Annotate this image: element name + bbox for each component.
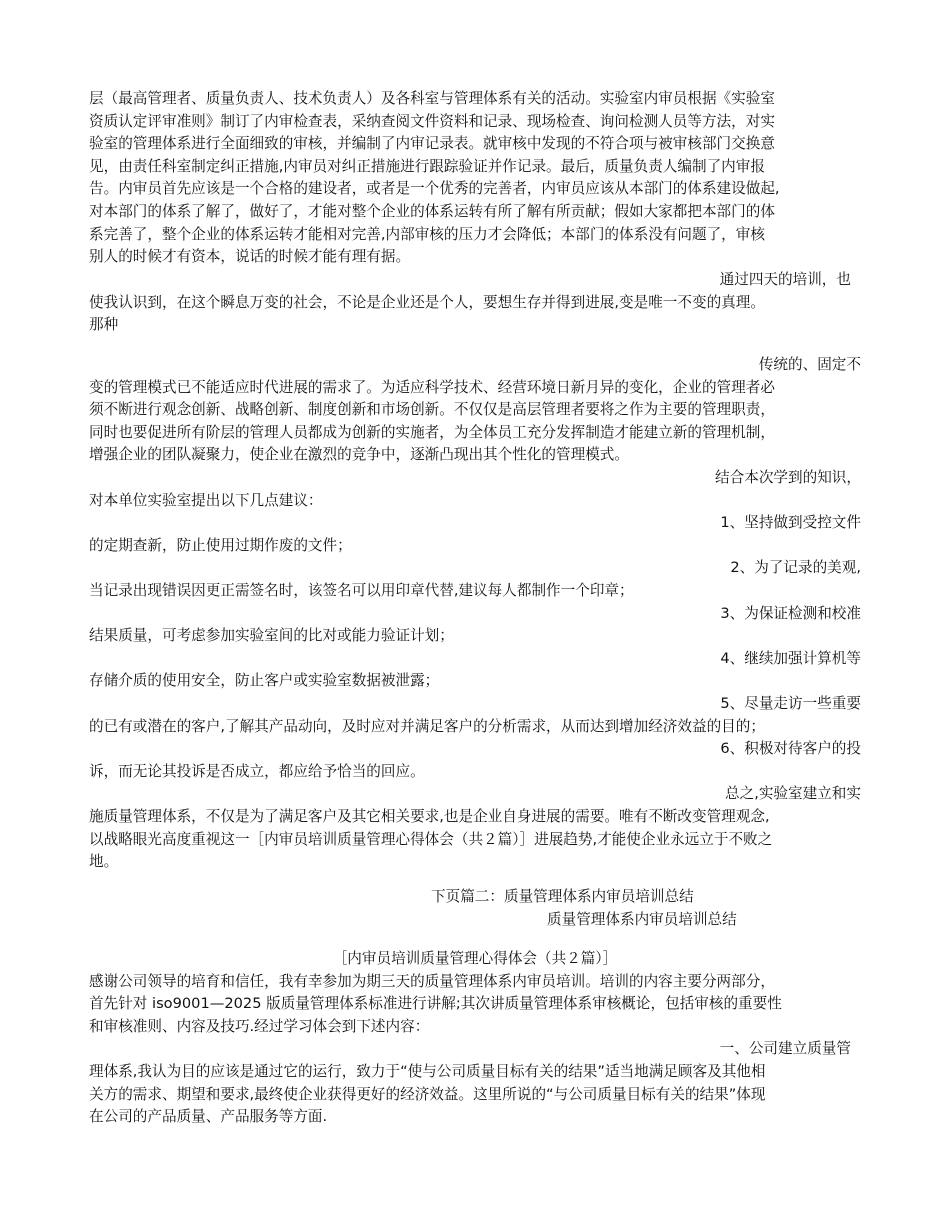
- text-line: 使我认识到，在这个瞬息万变的社会，不论是企业还是个人，要想生存并得到进展,变是唯一不变的真理。: [89, 293, 765, 311]
- text-line: 验室的管理体系进行全面细致的审核，并编制了内审记录表。就审核中发现的不符合项与被审核部门交换意: [89, 135, 775, 153]
- management-paragraph: [89, 354, 861, 467]
- training-paragraph: [89, 269, 861, 337]
- suggestion-lead: 1、坚持做到受控文件: [720, 514, 861, 532]
- text-line: 那种: [89, 316, 119, 334]
- paragraph-lead: 总之,实验室建立和实: [725, 785, 861, 803]
- suggestion-lead: 5、尽量走访一些重要: [720, 694, 861, 712]
- text-line: 须不断进行观念创新、战略创新、制度创新和市场创新。不仅仅是高层管理者要将之作为主要的管理职责，: [89, 401, 775, 419]
- text-line: 层（最高管理者、质量负责人、技术负责人）及各科室与管理体系有关的活动。实验室内审员根据《实验室: [89, 90, 775, 107]
- text-line: 变的管理模式已不能适应时代进展的需求了。为适应科学技术、经营环境日新月异的变化，企业的管理者必: [89, 378, 775, 396]
- text-line: 理体系,我认为目的应该是通过它的运行，致力于“使与公司质量目标有关的结果”适当地满足顾客及其他相: [89, 1062, 766, 1080]
- next-page-header: [89, 886, 861, 931]
- article-title: 质量管理体系内审员培训总结: [547, 910, 737, 928]
- text-line: 同时也要促进所有阶层的管理人员都成为创新的实施者，为全体员工充分发挥制造才能建立新的管理机制，: [89, 423, 775, 441]
- section-lead: 一、公司建立质量管: [719, 1040, 851, 1058]
- suggestion-text: 的定期查新，防止使用过期作废的文件；: [89, 536, 352, 554]
- intro-paragraph: [89, 88, 861, 269]
- suggestion-lead: 6、积极对待客户的投: [720, 740, 861, 758]
- text-line: 地。: [89, 853, 119, 871]
- suggestion-lead: 3、为保证检测和校准: [720, 604, 861, 622]
- suggestion-text: 诉，而无论其投诉是否成立，都应给予恰当的回应。: [89, 762, 425, 780]
- text-line: 告。内审员首先应该是一个合格的建设者，或者是一个优秀的完善者，内审员应该从本部门的体系建设做起,: [89, 180, 780, 198]
- text-line: 对本部门的体系了解了，做好了，才能对整个企业的体系运转有所了解有所贡献；假如大家都把本部门的体: [89, 202, 775, 220]
- suggestion-text: 当记录出现错误因更正需签名时，该签名可以用印章代替,建议每人都制作一个印章；: [89, 581, 634, 599]
- next-page-heading: 下页篇二：质量管理体系内审员培训总结: [431, 888, 694, 905]
- suggestion-text: 的已有或潜在的客户,了解其产品动向，及时应对并满足客户的分析需求，从而达到增加经济效益的目的；: [89, 717, 765, 735]
- text-line: 感谢公司领导的培育和信任，我有幸参加为期三天的质量管理体系内审员培训。培训的内容主要分两部分，: [89, 972, 775, 990]
- paragraph-lead: 传统的、固定不: [758, 356, 861, 373]
- paragraph-lead: 结合本次学到的知识，: [715, 469, 861, 486]
- text-line: 别人的时候才有资本，说话的时候才能有理有据。: [89, 248, 411, 266]
- suggestion-lead: 2、为了记录的美观,: [730, 559, 861, 577]
- text-line: 关方的需求、期望和要求,最终使企业获得更好的经济效益。这里所说的“与公司质量目标有关的结果”体现: [89, 1085, 766, 1103]
- suggestion-lead: 4、继续加强计算机等: [720, 649, 861, 667]
- text-line: 资质认定评审准则》制订了内审检查表，采纳查阅文件资料和记录、现场检查、询问检测人员等方法，对实: [89, 112, 775, 130]
- text-line: 和审核准则、内容及技巧.经过学习体会到下述内容：: [89, 1017, 430, 1035]
- text-line: 增强企业的团队凝聚力，使企业在激烈的竞争中，逐渐凸现出其个性化的管理模式。: [89, 446, 629, 464]
- text-line: 以战略眼光高度重视这一［内审员培训质量管理心得体会（共２篇）］进展趋势,才能使企业永远立于不败之: [89, 830, 773, 848]
- suggestion-text: 存储介质的使用安全，防止客户或实验室数据被泄露；: [89, 672, 440, 690]
- bracket-title: ［内审员培训质量管理心得体会（共２篇）］: [332, 950, 618, 967]
- text-line: 施质量管理体系，不仅是为了满足客户及其它相关要求,也是企业自身进展的需要。唯有不断改变管理观念,: [89, 807, 770, 825]
- text-line: 首先针对 iso9001—2025 版质量管理体系标准进行讲解;其次讲质量管理体系审核概论，包括审核的重要性: [89, 995, 782, 1013]
- text-line: 系完善了，整个企业的体系运转才能相对完善,内部审核的压力才会降低；本部门的体系没有问题了，审核: [89, 225, 765, 243]
- suggestion-text: 结果质量，可考虑参加实验室间的比对或能力验证计划；: [89, 627, 454, 645]
- text-line: 在公司的产品质量、产品服务等方面.: [89, 1108, 328, 1126]
- suggestions-section: [89, 467, 861, 874]
- paragraph-lead: 通过四天的培训，也: [719, 271, 851, 288]
- text-line: 见，由责任科室制定纠正措施,内审员对纠正措施进行跟踪验证并作记录。最后，质量负责人编制了内审报: [89, 157, 765, 175]
- text-line: 对本单位实验室提出以下几点建议：: [89, 491, 323, 509]
- article-body: [89, 948, 861, 1129]
